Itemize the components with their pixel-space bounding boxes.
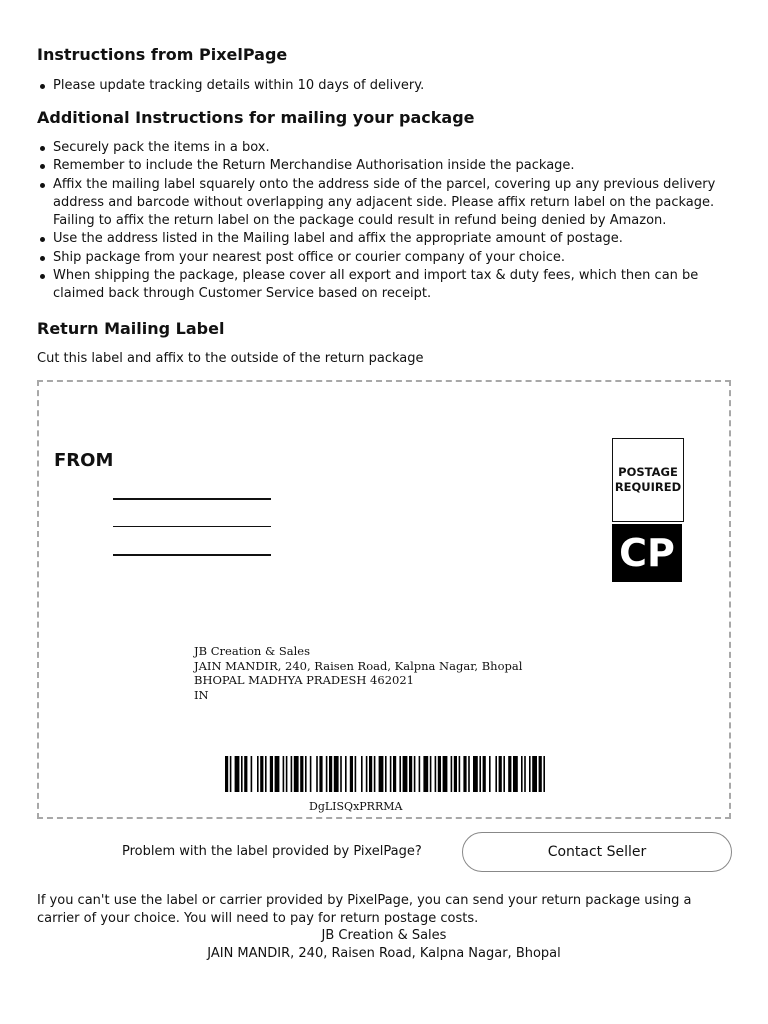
contact-seller-button[interactable]: Contact Seller (462, 832, 732, 872)
list-item: Securely pack the items in a box. (37, 139, 729, 157)
barcode-bar (265, 756, 267, 792)
recipient-address (194, 644, 522, 702)
barcode-bar (495, 756, 497, 792)
barcode-bar (483, 756, 486, 792)
barcode-bar (463, 756, 466, 792)
address-country: IN (194, 687, 209, 702)
barcode-bar (414, 756, 416, 792)
barcode-bar (275, 756, 280, 792)
barcode-bar (305, 756, 307, 792)
address-line1: JAIN MANDIR, 240, Raisen Road, Kalpna Nagar, Bhopal (194, 658, 523, 673)
carrier-logo: CP (612, 524, 684, 582)
barcode-bar (310, 756, 312, 792)
barcode-bar (499, 756, 502, 792)
from-line-3 (113, 554, 271, 556)
address-line2: BHOPAL MADHYA PRADESH 462021 (194, 673, 414, 687)
barcode-bar (503, 756, 505, 792)
list-item: Remember to include the Return Merchandise Authorisation inside the package. (37, 157, 729, 175)
mailing-label (37, 380, 731, 819)
list-item: Please update tracking details within 10 days of delivery. (37, 77, 737, 95)
barcode-bar (235, 756, 240, 792)
barcode-bar (366, 756, 368, 792)
barcode-bar (451, 756, 453, 792)
barcode-bar (355, 756, 357, 792)
barcode-bar (409, 756, 412, 792)
additional-instructions-list (37, 139, 729, 304)
barcode-bar (350, 756, 353, 792)
barcode-text: DgLISQxPRRMA (309, 800, 403, 813)
barcode-bar (524, 756, 526, 792)
list-item: Affix the mailing label squarely onto the address side of the parcel, covering up any previous delivery address and barcode without overlapping any adjacent side. Please affix return label on the package. Failing to affix the return label on the package could result in refund being denied by Amazon. (37, 176, 729, 231)
barcode-bar (260, 756, 263, 792)
barcode-bar (489, 756, 491, 792)
barcode-bar (403, 756, 408, 792)
barcode-bar (473, 756, 478, 792)
return-label-heading: Return Mailing Label (37, 319, 225, 338)
barcode-bar (385, 756, 387, 792)
barcode-bar (291, 756, 293, 792)
barcode-bar (521, 756, 523, 792)
postage-required-box (612, 438, 684, 522)
barcode-bar (379, 756, 384, 792)
barcode-bar (326, 756, 328, 792)
barcode-bar (241, 756, 243, 792)
barcode-bar (532, 756, 537, 792)
address-name: JB Creation & Sales (194, 644, 310, 658)
barcode-bar (399, 756, 401, 792)
barcode-bar (369, 756, 372, 792)
barcode-bar (361, 756, 363, 792)
barcode-bar (529, 756, 531, 792)
alternative-carrier-note: If you can't use the label or carrier provided by PixelPage, you can send your return package using a carrier of your choice. You will need to pay for return postage costs. (37, 893, 692, 927)
barcode-bar (283, 756, 285, 792)
barcode-bar (390, 756, 392, 792)
footer-seller-address: JAIN MANDIR, 240, Raisen Road, Kalpna Nagar, Bhopal (207, 946, 561, 961)
from-line-2 (113, 526, 271, 527)
barcode-bar (329, 756, 332, 792)
barcode-bar (345, 756, 347, 792)
list-item: Use the address listed in the Mailing label and affix the appropriate amount of postage. (37, 230, 729, 248)
label-problem-question: Problem with the label provided by PixelPage? (122, 844, 422, 859)
instructions-list (37, 77, 737, 95)
list-item: Ship package from your nearest post office or courier company of your choice. (37, 249, 729, 267)
list-item: When shipping the package, please cover all export and import tax & duty fees, which then can be claimed back through Customer Service based on receipt. (37, 267, 729, 304)
barcode-image (225, 756, 545, 792)
barcode-bar (438, 756, 441, 792)
return-label-intro: Cut this label and affix to the outside of the return package (37, 351, 424, 366)
barcode-bar (543, 756, 545, 792)
barcode-bar (435, 756, 437, 792)
barcode-bar (340, 756, 342, 792)
barcode-bar (300, 756, 303, 792)
barcode-bar (251, 756, 253, 792)
barcode-bar (257, 756, 259, 792)
barcode-bar (316, 756, 318, 792)
barcode-bar (319, 756, 322, 792)
barcode-bar (430, 756, 432, 792)
barcode-bar (334, 756, 339, 792)
barcode-bar (244, 756, 247, 792)
barcode-bar (294, 756, 299, 792)
from-label: FROM (54, 450, 114, 471)
barcode-bar (539, 756, 542, 792)
barcode-bar (374, 756, 376, 792)
barcode-bar (393, 756, 396, 792)
barcode-bar (459, 756, 461, 792)
barcode-bar (286, 756, 288, 792)
instructions-heading: Instructions from PixelPage (37, 45, 288, 64)
footer-seller-name: JB Creation & Sales (321, 928, 447, 943)
barcode-bar (508, 756, 511, 792)
barcode-bar (454, 756, 457, 792)
additional-instructions-heading: Additional Instructions for mailing your package (37, 108, 475, 127)
from-line-1 (113, 498, 271, 500)
barcode-bar (225, 756, 228, 792)
barcode-bar (479, 756, 481, 792)
barcode-bar (513, 756, 518, 792)
barcode-bar (230, 756, 232, 792)
barcode-bar (423, 756, 428, 792)
barcode-bar (468, 756, 470, 792)
barcode-bar (270, 756, 273, 792)
barcode-bar (419, 756, 421, 792)
barcode-bar (443, 756, 448, 792)
postage-required-text: POSTAGE REQUIRED (614, 465, 682, 494)
